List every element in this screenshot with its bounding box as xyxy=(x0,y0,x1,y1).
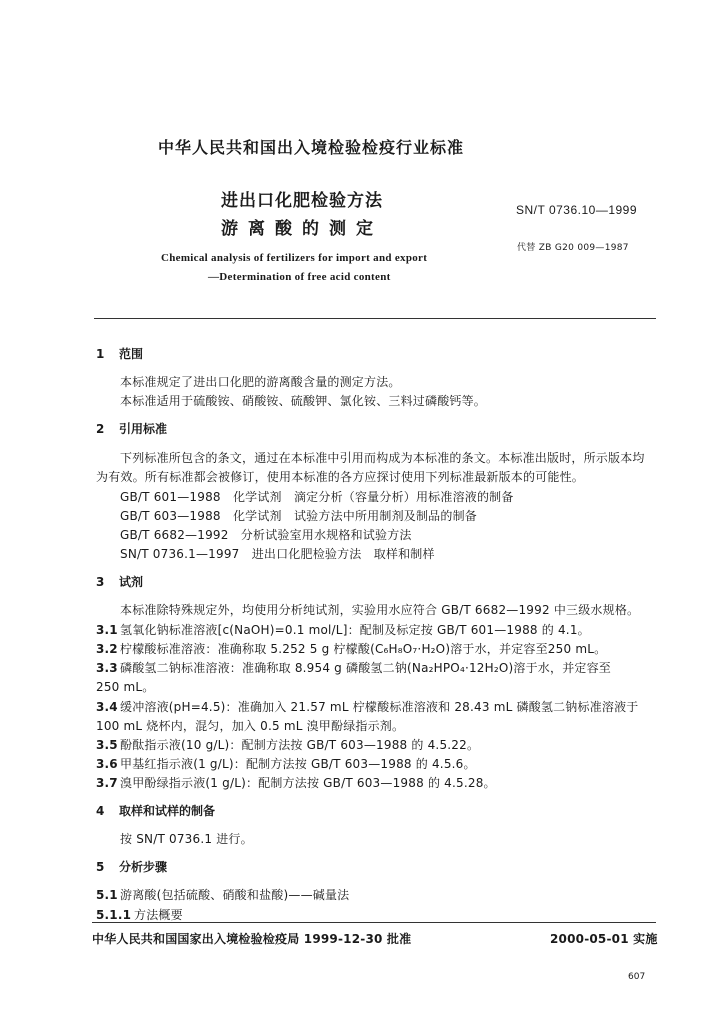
item-number: 3.6 xyxy=(96,757,118,771)
item-text: 溴甲酚绿指示液(1 g/L)：配制方法按 GB/T 603—1988 的 4.5.28。 xyxy=(120,776,496,790)
industry-standard-title: 中华人民共和国出入境检验检疫行业标准 xyxy=(158,138,465,157)
reagent-item xyxy=(96,774,496,791)
paragraph: 为有效。所有标准都会被修订，使用本标准的各方应探讨使用下列标准最新版本的可能性。 xyxy=(96,470,585,484)
paragraph: 本标准除特殊规定外，均使用分析纯试剂，实验用水应符合 GB/T 6682—1992 中三级水规格。 xyxy=(120,603,640,617)
reference-item: GB/T 603—1988 化学试剂 试验方法中所用制剂及制品的制备 xyxy=(120,509,477,523)
paragraph: 按 SN/T 0736.1 进行。 xyxy=(120,832,253,846)
item-number: 3.1 xyxy=(96,623,118,637)
item-text: 缓冲溶液(pH=4.5)：准确加入 21.57 mL 柠檬酸标准溶液和 28.43 mL 磷酸氢二钠标准溶液于 xyxy=(120,700,639,714)
reagent-item xyxy=(96,698,639,715)
footer-divider xyxy=(92,922,656,923)
item-text: 甲基红指示液(1 g/L)：配制方法按 GB/T 603—1988 的 4.5.6。 xyxy=(120,757,476,771)
item-number: 3.2 xyxy=(96,642,118,656)
item-continuation: 250 mL。 xyxy=(96,680,155,694)
item-number: 3.3 xyxy=(96,661,118,675)
approval-line: 中华人民共和国国家出入境检验检疫局 1999-12-30 批准 xyxy=(92,932,412,946)
section-heading-3 xyxy=(96,573,143,590)
item-text: 方法概要 xyxy=(134,908,183,922)
standard-subtitle-cn: 游离酸的测定 xyxy=(221,219,383,239)
section-number: 1 xyxy=(96,347,105,361)
effective-date: 2000-05-01 实施 xyxy=(550,932,658,946)
section-number: 4 xyxy=(96,804,105,818)
reference-item: GB/T 601—1988 化学试剂 滴定分析（容量分析）用标准溶液的制备 xyxy=(120,490,514,504)
section-title: 分析步骤 xyxy=(119,860,168,874)
section-number: 3 xyxy=(96,575,105,589)
reagent-item xyxy=(96,736,479,753)
section-title: 取样和试样的制备 xyxy=(119,804,216,818)
header-divider xyxy=(94,318,656,319)
item-text: 酚酞指示液(10 g/L)：配制方法按 GB/T 603—1988 的 4.5.22。 xyxy=(120,738,480,752)
reference-item: SN/T 0736.1—1997 进出口化肥检验方法 取样和制样 xyxy=(120,547,435,561)
section-title: 范围 xyxy=(119,347,144,361)
english-title: Chemical analysis of fertilizers for import and export xyxy=(161,252,428,264)
item-number: 5.1 xyxy=(96,888,118,902)
section-heading-2 xyxy=(96,420,167,437)
section-title: 引用标准 xyxy=(119,422,168,436)
standard-code: SN/T 0736.10—1999 xyxy=(516,203,638,217)
item-text: 柠檬酸标准溶液：准确称取 5.252 5 g 柠檬酸(C₆H₈O₇·H₂O)溶于水，并定容至250 mL。 xyxy=(120,642,607,656)
item-text: 游离酸(包括硫酸、硝酸和盐酸)——碱量法 xyxy=(120,888,350,902)
replaces-standard: 代替 ZB G20 009—1987 xyxy=(517,243,629,253)
paragraph: 本标准适用于硫酸铵、硝酸铵、硫酸钾、氯化铵、三料过磷酸钙等。 xyxy=(120,394,487,408)
section-heading-5 xyxy=(96,858,167,875)
standard-title-cn: 进出口化肥检验方法 xyxy=(221,191,383,211)
reagent-item xyxy=(96,755,476,772)
step-item xyxy=(96,886,349,903)
reagent-item xyxy=(96,621,590,638)
step-item xyxy=(96,906,183,923)
reagent-item xyxy=(96,640,606,657)
item-number: 5.1.1 xyxy=(96,908,132,922)
section-heading-4 xyxy=(96,802,215,819)
item-number: 3.7 xyxy=(96,776,118,790)
item-number: 3.5 xyxy=(96,738,118,752)
page-number: 607 xyxy=(628,972,646,982)
section-number: 5 xyxy=(96,860,105,874)
paragraph: 下列标准所包含的条文，通过在本标准中引用而构成为本标准的条文。本标准出版时，所示版本均 xyxy=(120,451,645,465)
item-number: 3.4 xyxy=(96,700,118,714)
item-text: 氢氧化钠标准溶液[c(NaOH)=0.1 mol/L]：配制及标定按 GB/T 601—1988 的 4.1。 xyxy=(120,623,590,637)
reference-item: GB/T 6682—1992 分析试验室用水规格和试验方法 xyxy=(120,528,412,542)
section-heading-1 xyxy=(96,345,143,362)
item-continuation: 100 mL 烧杯内，混匀，加入 0.5 mL 溴甲酚绿指示剂。 xyxy=(96,719,405,733)
section-title: 试剂 xyxy=(119,575,144,589)
item-text: 磷酸氢二钠标准溶液：准确称取 8.954 g 磷酸氢二钠(Na₂HPO₄·12H₂O)溶于水，并定容至 xyxy=(120,661,611,675)
paragraph: 本标准规定了进出口化肥的游离酸含量的测定方法。 xyxy=(120,375,401,389)
reagent-item xyxy=(96,659,611,676)
english-subtitle: —Determination of free acid content xyxy=(208,271,391,283)
section-number: 2 xyxy=(96,422,105,436)
